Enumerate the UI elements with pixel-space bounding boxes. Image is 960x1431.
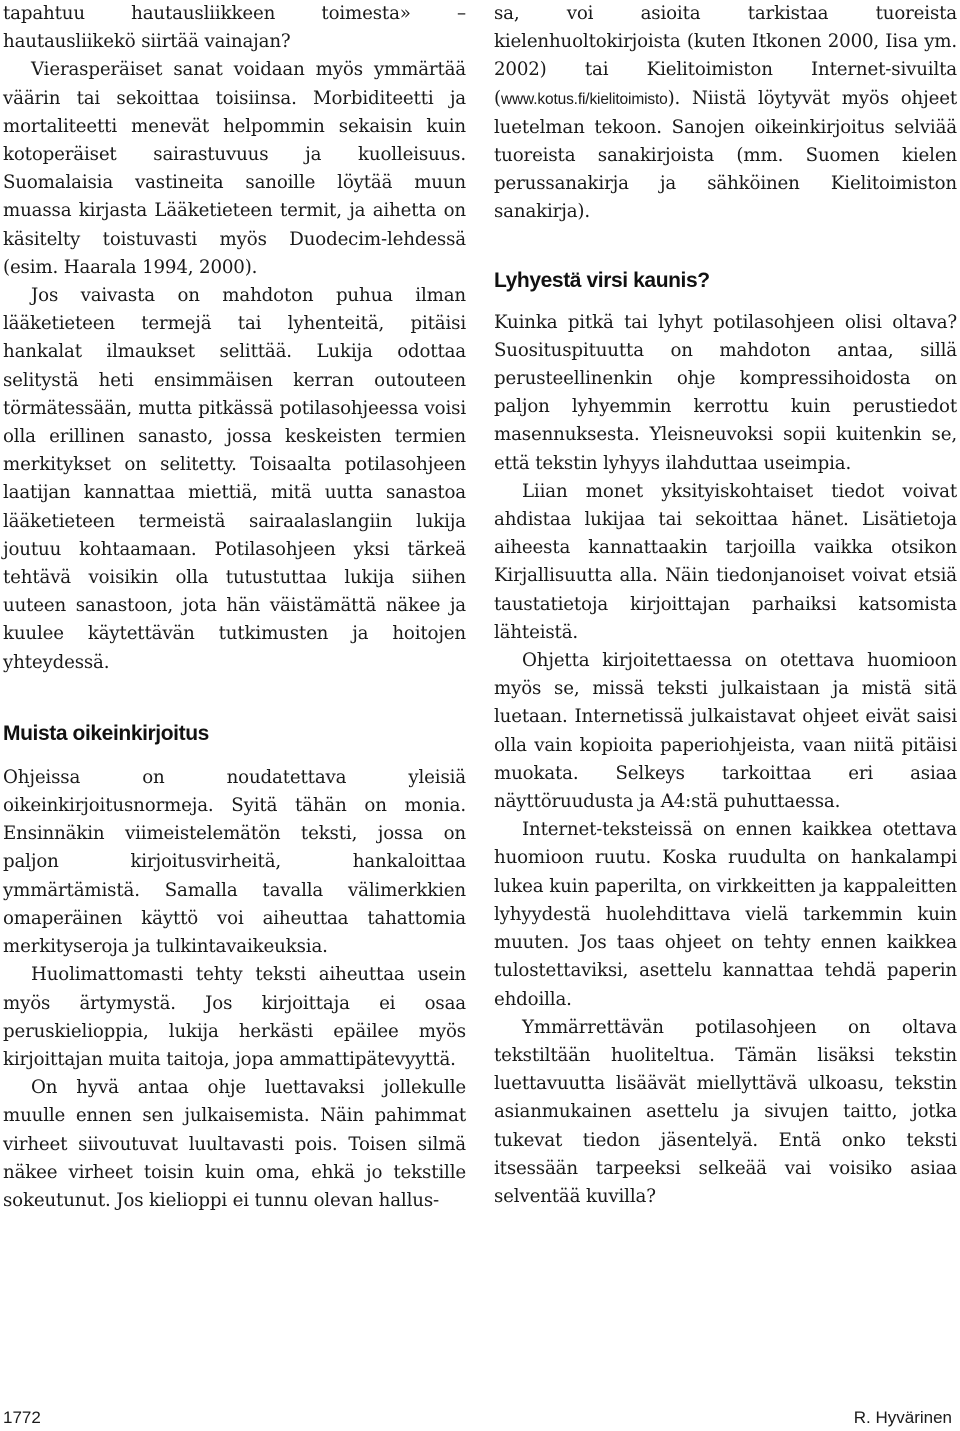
paragraph: Ymmärrettävän potilasohjeen on oltava tekstiltään huoliteltua. Tämän lisäksi tekstin luettavuutta lisäävät miellyttävä ulkoasu, tekstin asianmukainen asettelu ja sivujen taitto, jotka tukevat tiedon jäsentelyä. Entä onko teksti itsessään tarpeeksi selkeää vai voisiko asiaa selventää kuvilla? <box>494 1016 957 1207</box>
right-column <box>494 0 957 1211</box>
paragraph <box>494 0 957 227</box>
paragraph: Internet-teksteissä on ennen kaikkea otettava huomioon ruutu. Koska ruudulta on hankalampi lukea kuin paperilta, on virkkeitten ja kappaleitten lyhyydestä huolehdittava vielä tarkemmin kuin muuten. Jos taas ohjeet on tehty ennen kaikkea tulostettaviksi, asettelu kannattaa tehdä paperin ehdoilla. <box>494 819 957 1010</box>
section-heading: Lyhyestä virsi kaunis? <box>494 268 710 292</box>
paragraph: On hyvä antaa ohje luettavaksi jollekulle muulle ennen sen julkaisemista. Näin pahimmat virheet siivoutuvat luultavasti pois. Toisen silmä näkee virheet toisin kuin oma, ehkä jo tekstille sokeutunut. Jos kielioppi ei tunnu olevan hallus- <box>3 1077 466 1211</box>
paragraph: Vierasperäiset sanat voidaan myös ymmärtää väärin tai sekoittaa toisiinsa. Morbiditeetti ja mortaliteetti menevät helpommin sekaisin kuin kotoperäiset sairastuvuus ja kuolleisuus. Suomalaisia vastineita sanoille löytää muun muassa kirjasta Lääketieteen termit, ja aihetta on käsitelty toistuvasti myös Duodecim-lehdessä (esim. Haarala 1994, 2000). <box>3 59 466 278</box>
paragraph-text: ). Niistä löytyvät myös ohjeet luetelman tekoon. Sanojen oikeinkirjoitus selviää tuoreista sanakirjoista (mm. Suomen kielen perussanakirja ja sähköinen Kielitoimiston sanakirja). <box>494 87 957 223</box>
paragraph: Kuinka pitkä tai lyhyt potilasohjeen olisi oltava? Suosituspituutta on mahdoton antaa, sillä perusteellinenkin ohje kompressihoidosta on paljon lyhyemmin kerrottu kuin perustiedot masennuksesta. Yleisneuvoksi sopii kuitenkin se, että tekstin lyhyys ilahduttaa useimpia. <box>494 311 957 474</box>
url-link[interactable]: www.kotus.fi/kielitoimisto <box>500 90 668 108</box>
page-number: 1772 <box>3 1408 41 1427</box>
paragraph-text: sa, voi asioita tarkistaa tuoreista kielenhuoltokirjoista (kuten Itkonen 2000, Iisa ym. 2002) tai Kielitoimiston Internet-sivuilta ( <box>494 3 957 109</box>
paragraph: Huolimattomasti tehty teksti aiheuttaa usein myös ärtymystä. Jos kirjoittaja ei osaa peruskielioppia, lukija herkästi epäilee myös kirjoittajan muita taitoja, jopa ammattipätevyyttä. <box>3 964 466 1070</box>
paragraph: Jos vaivasta on mahdoton puhua ilman lääketieteen termejä tai lyhenteitä, pitäisi hankalat ilmaukset selittää. Lukija odottaa selitystä heti ensimmäisen kerran outouteen törmätessään, mutta pitkässä potilasohjeessa voisi olla erillinen sanasto, jossa keskeisten termien merkitykset on selitetty. Toisaalta potilasohjeen laatijan kannattaa miettiä, mitä uutta sanastoa lääketieteen termeistä sairaalaslangiin lukija joutuu kohtaamaan. Potilasohjeen yksi tärkeä tehtävä voisikin olla tutustuttaa lukija siihen uuteen sanastoon, jota hän väistämättä näkee ja kuulee käytettävän tutkimusten ja hoitojen yhteydessä. <box>3 285 466 673</box>
section-heading: Muista oikeinkirjoitus <box>3 721 209 745</box>
paragraph: Ohjeissa on noudatettava yleisiä oikeinkirjoitusnormeja. Syitä tähän on monia. Ensinnäkin viimeistelemätön teksti, jossa on paljon kirjoitusvirheitä, hankaloittaa ymmärtämistä. Samalla tavalla välimerkkien omaperäinen käyttö voi aiheuttaa tahattomia merkityseroja ja tulkintavaikeuksia. <box>3 766 466 958</box>
paragraph: Ohjetta kirjoitettaessa on otettava huomioon myös se, missä teksti julkaistaan ja mistä sitä luetaan. Internetissä julkaistavat ohjeet eivät saisi olla vain kopioita paperiohjeista, vaan niitä pitäisi muokata. Selkeys tarkoittaa eri asiaa näyttöruudusta ja A4:stä puhuttaessa. <box>494 650 957 813</box>
paragraph: tapahtuu hautausliikkeen toimesta» – hautausliikekö siirtää vainajan? <box>3 3 466 53</box>
paragraph: Liian monet yksityiskohtaiset tiedot voivat ahdistaa lukijaa tai sekoittaa hänet. Lisätietoja aiheesta kannattaakin tarjoilla vaikka otsikon Kirjallisuutta alla. Näin tiedonjanoiset voivat etsiä taustatietoja kirjoittajan parhaiksi katsomista lähteistä. <box>494 480 957 643</box>
left-column <box>3 0 466 1215</box>
author-name: R. Hyvärinen <box>853 1408 952 1427</box>
